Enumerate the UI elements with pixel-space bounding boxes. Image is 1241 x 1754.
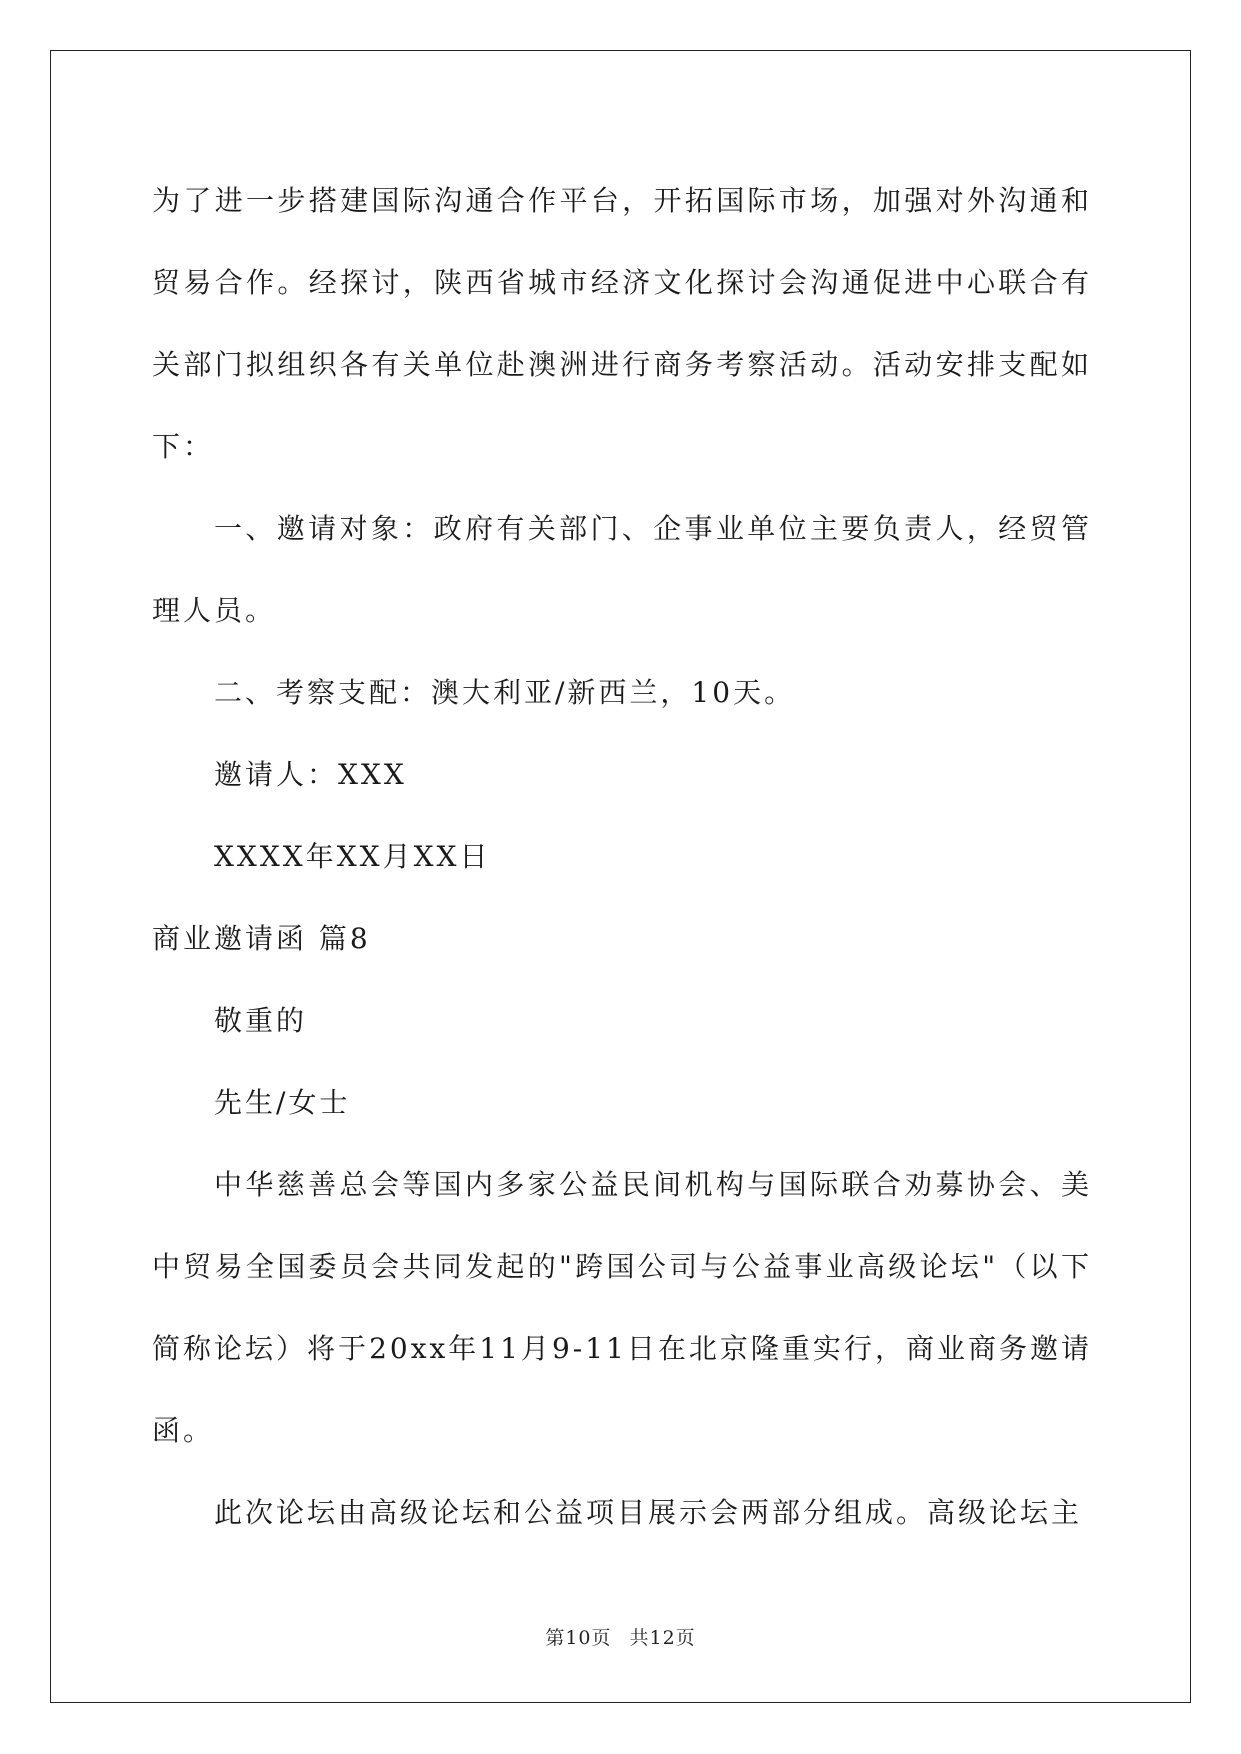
paragraph-forum-intro: 中华慈善总会等国内多家公益民间机构与国际联合劝募协会、美中贸易全国委员会共同发起的"跨国公司与公益事业高级论坛"（以下简称论坛）将于20xx年11月9-11日在北京隆重实行，商业商务邀请函。 [152, 1168, 1092, 1447]
page-number: 第10页 [545, 1627, 612, 1649]
paragraph-date: XXXX年XX月XX日 [214, 840, 491, 873]
page-footer [0, 1623, 1241, 1650]
paragraph-itinerary: 二、考察支配：澳大利亚/新西兰，10天。 [214, 676, 796, 709]
salutation: 敬重的 [214, 1004, 308, 1037]
document-body [152, 160, 1092, 1554]
paragraph-inviter: 邀请人：XXX [214, 758, 407, 791]
page-total: 共12页 [629, 1627, 696, 1649]
salutation-name: 先生/女士 [214, 1086, 351, 1119]
paragraph-invitees: 一、邀请对象：政府有关部门、企事业单位主要负责人，经贸管理人员。 [152, 512, 1092, 627]
paragraph-forum-structure: 此次论坛由高级论坛和公益项目展示会两部分组成。高级论坛主 [214, 1496, 1083, 1529]
paragraph-intro: 为了进一步搭建国际沟通合作平台，开拓国际市场，加强对外沟通和贸易合作。经探讨，陕西省城市经济文化探讨会沟通促进中心联合有关部门拟组织各有关单位赴澳洲进行商务考察活动。活动安排支配如下： [152, 184, 1092, 463]
section-heading: 商业邀请函 篇8 [152, 922, 371, 955]
